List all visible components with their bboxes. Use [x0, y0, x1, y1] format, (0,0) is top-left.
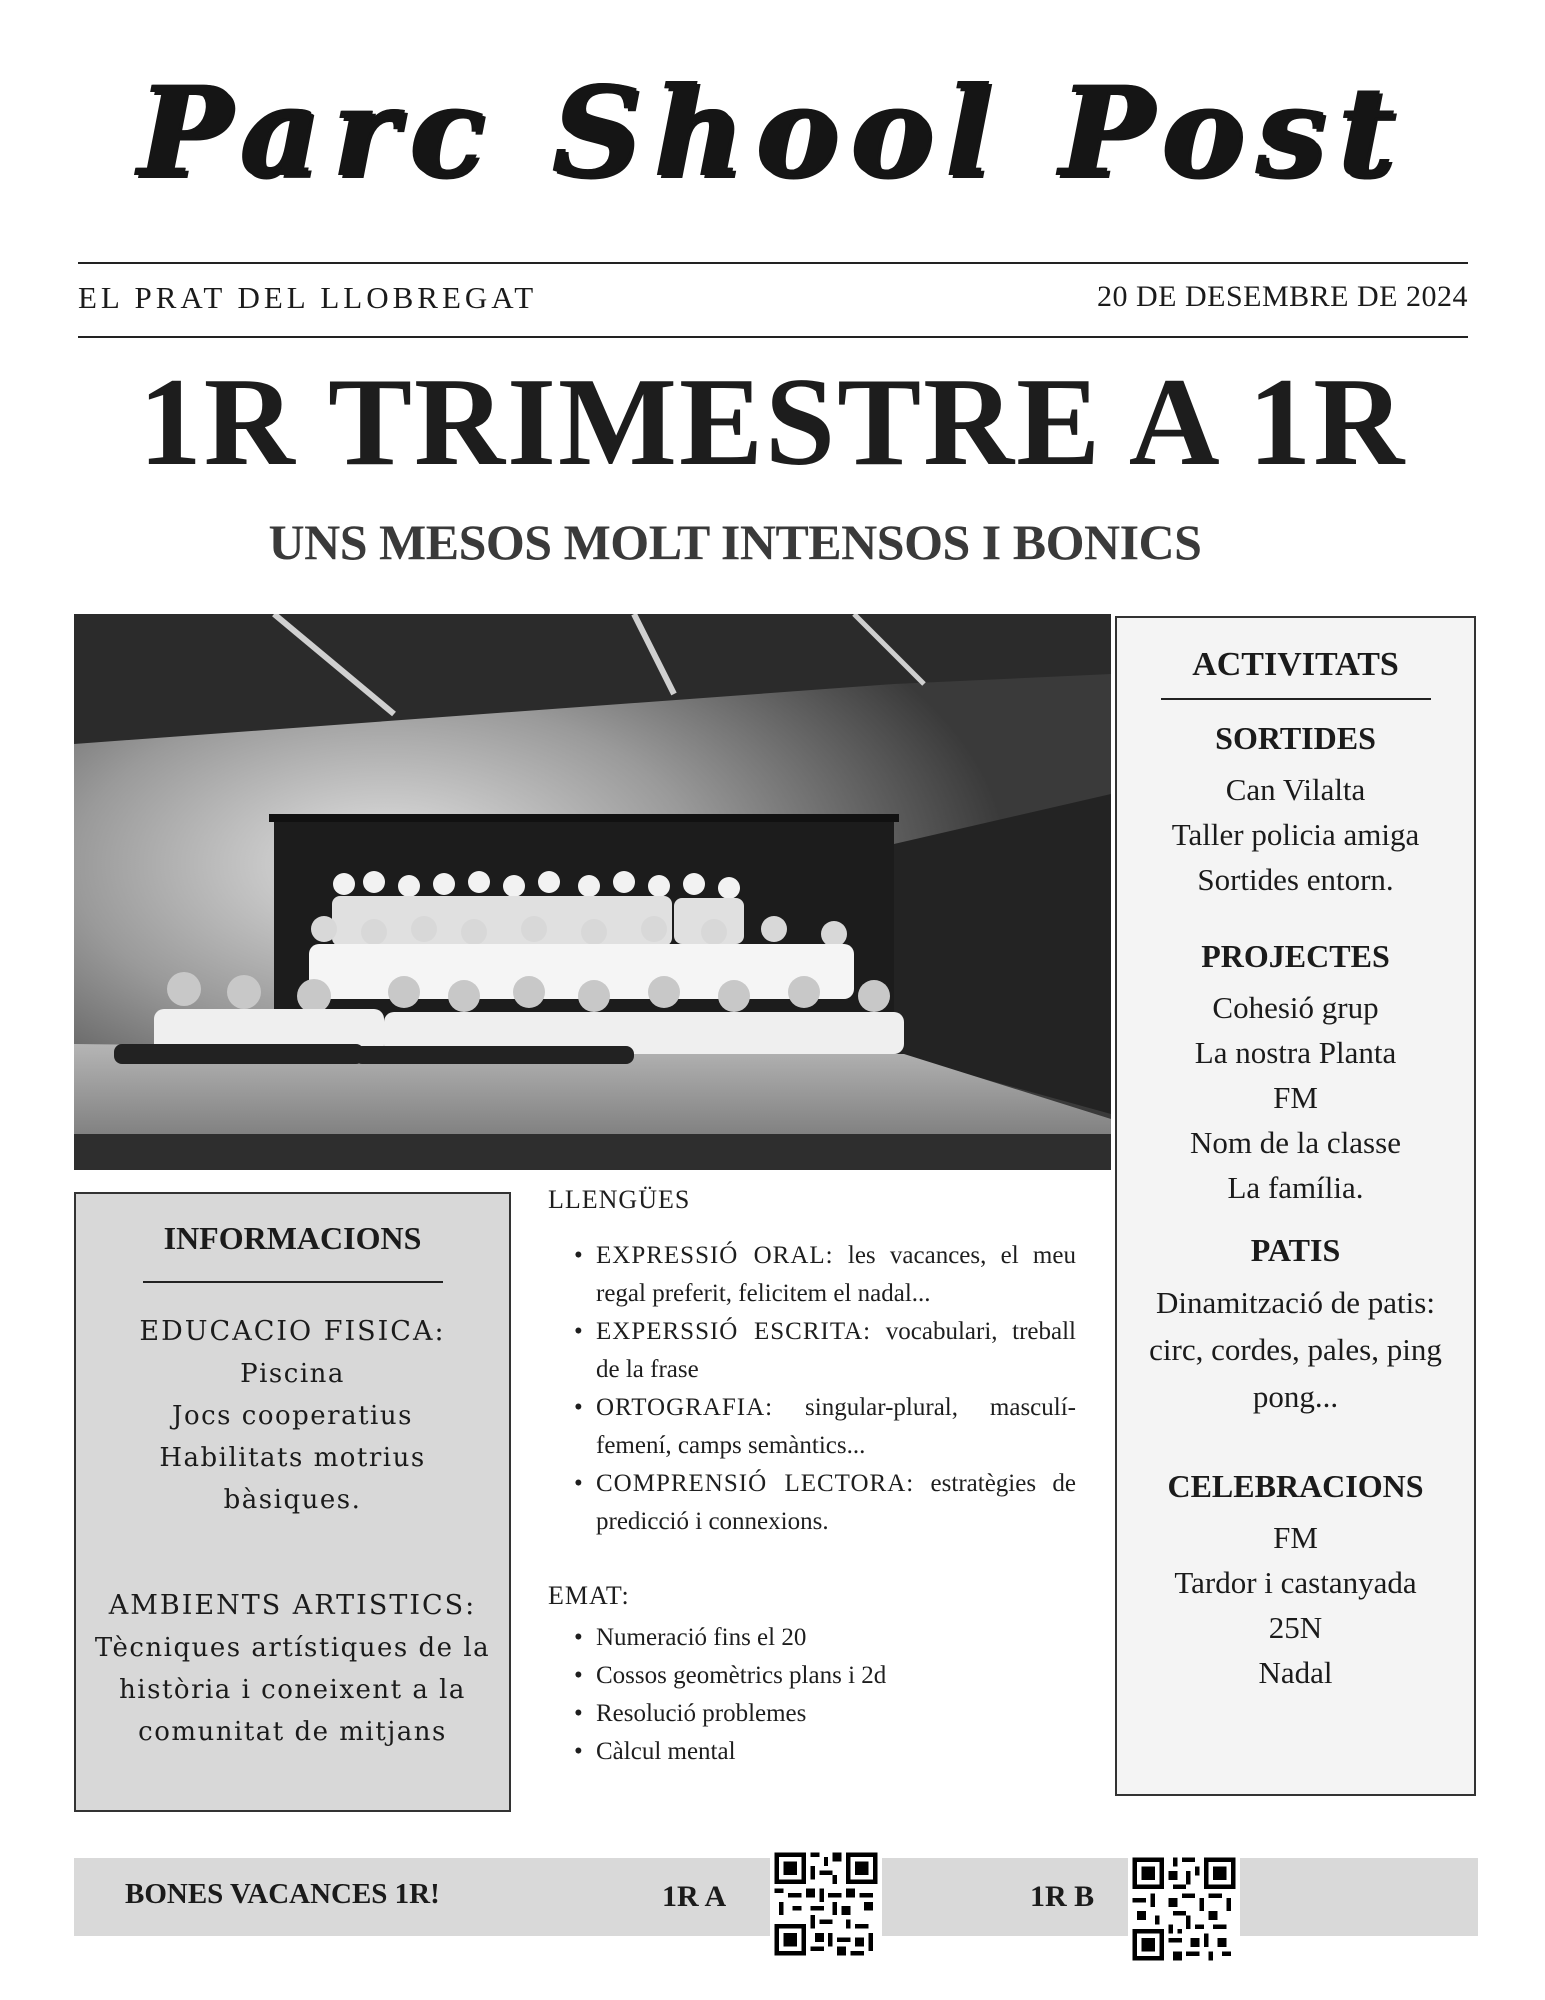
masthead-top-rule [78, 262, 1468, 264]
masthead-bottom-rule [78, 336, 1468, 338]
sortides-item: Sortides entorn. [1197, 862, 1394, 897]
projectes-item: La nostra Planta [1194, 1035, 1397, 1070]
class-b-label: 1R B [1030, 1880, 1095, 1913]
activitats-title: ACTIVITATS [1192, 646, 1399, 683]
headline: 1R TRIMESTRE A 1R [138, 353, 1407, 492]
informacions-divider [143, 1281, 443, 1283]
ambients-artistics-heading: AMBIENTS ARTISTICS: [108, 1590, 477, 1621]
llengues-item-lead: ORTOGRAFIA: [596, 1394, 774, 1421]
informacions-title: INFORMACIONS [163, 1220, 422, 1256]
dateline-date: 20 DE DESEMBRE DE 2024 [1097, 280, 1468, 313]
llengues-item-text: vocabulari, treball de la frase [596, 1318, 1076, 1383]
footer-message: BONES VACANCES 1R! [125, 1878, 440, 1910]
class-a-label: 1R A [662, 1880, 727, 1913]
celebracions-item: FM [1273, 1520, 1318, 1555]
llengues-item [596, 1389, 1076, 1465]
subheadline: UNS MESOS MOLT INTENSOS I BONICS [268, 514, 1202, 570]
celebracions-heading: CELEBRACIONS [1167, 1468, 1424, 1504]
emat-item: • Càlcul mental [596, 1733, 1076, 1771]
llengues-item-lead: EXPRESSIÓ ORAL: [596, 1242, 834, 1269]
activitats-divider [1161, 698, 1431, 700]
newspaper-masthead: Parc Shool Post [137, 60, 1408, 205]
llengues-heading: LLENGÜES [548, 1185, 691, 1214]
celebracions-item: Nadal [1258, 1655, 1333, 1690]
sortides-heading: SORTIDES [1215, 720, 1376, 756]
emat-item: • Resolució problemes [596, 1695, 1076, 1733]
llengues-item [596, 1465, 1076, 1541]
projectes-item: La família. [1227, 1170, 1364, 1205]
celebracions-item: Tardor i castanyada [1174, 1565, 1417, 1600]
emat-item: • Cossos geomètrics plans i 2d [596, 1657, 1076, 1695]
qr-code-icon [770, 1847, 882, 1961]
projectes-item: FM [1273, 1080, 1318, 1115]
llengues-item-text: estratègies de predicció i connexions. [596, 1470, 1076, 1535]
llengues-item [596, 1237, 1076, 1313]
projectes-heading: PROJECTES [1201, 938, 1390, 974]
emat-heading: EMAT: [548, 1581, 630, 1610]
llengues-item [596, 1313, 1076, 1389]
class-photo [74, 614, 1111, 1170]
educacio-fisica-item: Habilitats motrius bàsiques. [159, 1443, 426, 1515]
llengues-item-lead: EXPERSSIÓ ESCRITA: [596, 1318, 872, 1345]
ambients-artistics-text: Tècniques artístiques de la història i coneixent a la comunitat de mitjans [94, 1633, 491, 1747]
qr-code-icon [1128, 1853, 1240, 1965]
projectes-item: Nom de la classe [1190, 1125, 1401, 1160]
celebracions-item: 25N [1268, 1610, 1323, 1645]
llengues-list [548, 1237, 1076, 1541]
patis-text: Dinamització de patis: circ, cordes, pales, ping pong... [1149, 1285, 1442, 1414]
emat-item: • Numeració fins el 20 [596, 1619, 1076, 1657]
curriculum-column [548, 1185, 1076, 1771]
sortides-item: Can Vilalta [1225, 772, 1366, 807]
llengues-item-text: les vacances, el meu regal preferit, felicitem el nadal... [596, 1242, 1076, 1307]
sortides-item: Taller policia amiga [1171, 817, 1420, 852]
informacions-box [74, 1192, 511, 1812]
llengues-item-lead: COMPRENSIÓ LECTORA: [596, 1470, 915, 1497]
qr-code-class-b[interactable] [1128, 1853, 1240, 1965]
class-photo-illustration [74, 614, 1111, 1170]
llengues-item-text: singular-plural, masculí-femení, camps semàntics... [596, 1394, 1076, 1459]
educacio-fisica-item: Piscina [240, 1359, 345, 1389]
educacio-fisica-item: Jocs cooperatius [172, 1401, 413, 1431]
emat-list [548, 1619, 1076, 1771]
dateline-place: EL PRAT DEL LLOBREGAT [78, 280, 538, 315]
qr-code-class-a[interactable] [770, 1847, 882, 1961]
projectes-item: Cohesió grup [1212, 990, 1379, 1025]
patis-heading: PATIS [1250, 1232, 1341, 1268]
educacio-fisica-heading: EDUCACIO FISICA: [139, 1316, 446, 1347]
activitats-box [1115, 616, 1476, 1796]
